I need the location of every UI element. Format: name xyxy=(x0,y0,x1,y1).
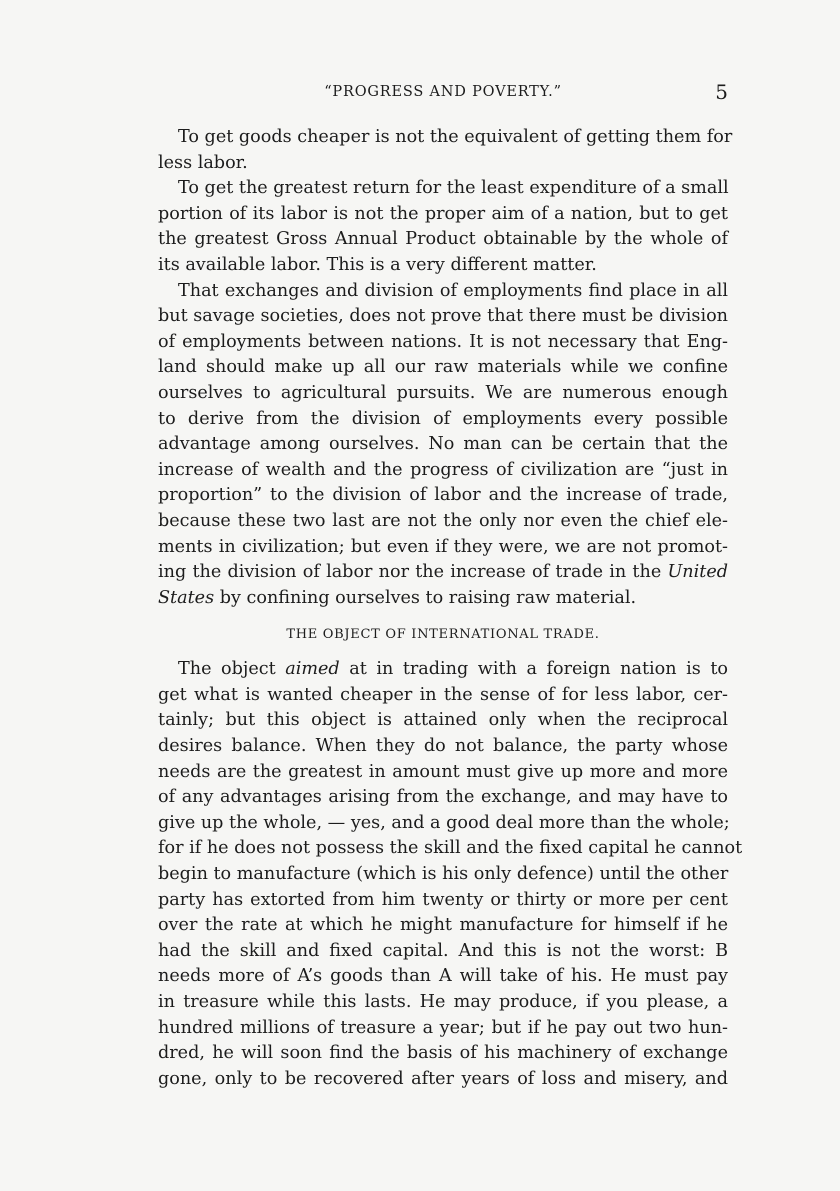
text-line: its available labor. This is a very different matter. xyxy=(158,254,597,275)
page-body xyxy=(158,125,743,1092)
running-title: “PROGRESS AND POVERTY.” xyxy=(324,84,562,100)
text-line: gone, only to be recovered after years of loss and misery, and xyxy=(158,1068,728,1089)
text-line: because these two last are not the only nor even the chief ele- xyxy=(158,510,728,531)
text-line: the greatest Gross Annual Product obtainable by the whole of xyxy=(158,229,728,250)
text-line: proportion” to the division of labor and the increase of trade, xyxy=(158,485,728,506)
text-line: of any advantages arising from the exchange, and may have to xyxy=(158,787,728,808)
text-line: dred, he will soon find the basis of his machinery of exchange xyxy=(158,1043,728,1064)
text-line: of employments between nations. It is not necessary that Eng- xyxy=(158,331,728,352)
text-line: To get the greatest return for the least expenditure of a small xyxy=(178,178,729,199)
text-segment: ing the division of labor nor the increase of trade in the xyxy=(158,562,668,583)
page-header xyxy=(158,80,728,108)
text-line: land should make up all our raw materials while we confine xyxy=(158,357,728,378)
text-line: had the skill and fixed capital. And this is not the worst: B xyxy=(158,940,728,961)
italic-text: States xyxy=(158,587,215,608)
text-segment: The object xyxy=(178,659,286,680)
italic-text: aimed xyxy=(285,659,340,680)
text-line: desires balance. When they do not balance, the party whose xyxy=(158,736,728,757)
text-line: ments in civilization; but even if they were, we are not promot- xyxy=(158,536,728,557)
text-line: To get goods cheaper is not the equivalent of getting them for xyxy=(178,127,733,147)
text-segment: at in trading with a foreign nation is to xyxy=(339,659,728,680)
text-line: begin to manufacture (which is his only defence) until the other xyxy=(158,864,729,885)
text-line: for if he does not possess the skill and the fixed capital he cannot xyxy=(158,838,743,859)
text-line xyxy=(158,657,728,683)
text-line: portion of its labor is not the proper aim of a nation, but to get xyxy=(158,203,728,224)
text-line: to derive from the division of employments every possible xyxy=(158,408,728,429)
text-line: needs more of A’s goods than A will take of his. He must pay xyxy=(158,966,728,987)
text-line: but savage societies, does not prove that there must be division xyxy=(158,306,728,327)
text-line: increase of wealth and the progress of civilization are “just in xyxy=(158,459,728,480)
text-line: advantage among ourselves. No man can be certain that the xyxy=(158,434,728,455)
text-line xyxy=(158,560,728,586)
text-line: party has extorted from him twenty or thirty or more per cent xyxy=(158,889,728,910)
text-line: needs are the greatest in amount must give up more and more xyxy=(158,761,728,782)
text-line: tainly; but this object is attained only when the reciprocal xyxy=(158,710,728,731)
text-line: give up the whole, — yes, and a good deal more than the whole; xyxy=(158,812,730,833)
text-line: over the rate at which he might manufacture for himself if he xyxy=(158,915,728,936)
text-line xyxy=(158,586,728,612)
text-segment: by confining ourselves to raising raw material. xyxy=(214,587,637,608)
text-line: in treasure while this lasts. He may produce, if you please, a xyxy=(158,992,728,1012)
page-number: 5 xyxy=(715,80,728,104)
italic-text: United xyxy=(667,562,728,583)
text-line: That exchanges and division of employments find place in all xyxy=(178,280,728,301)
text-line: hundred millions of treasure a year; but if he pay out two hun- xyxy=(158,1017,728,1038)
text-line: less labor. xyxy=(158,152,248,173)
text-line: ourselves to agricultural pursuits. We are numerous enough xyxy=(158,382,728,403)
text-line: get what is wanted cheaper in the sense of for less labor, cer- xyxy=(158,684,728,705)
section-heading: THE OBJECT OF INTERNATIONAL TRADE. xyxy=(286,627,600,643)
